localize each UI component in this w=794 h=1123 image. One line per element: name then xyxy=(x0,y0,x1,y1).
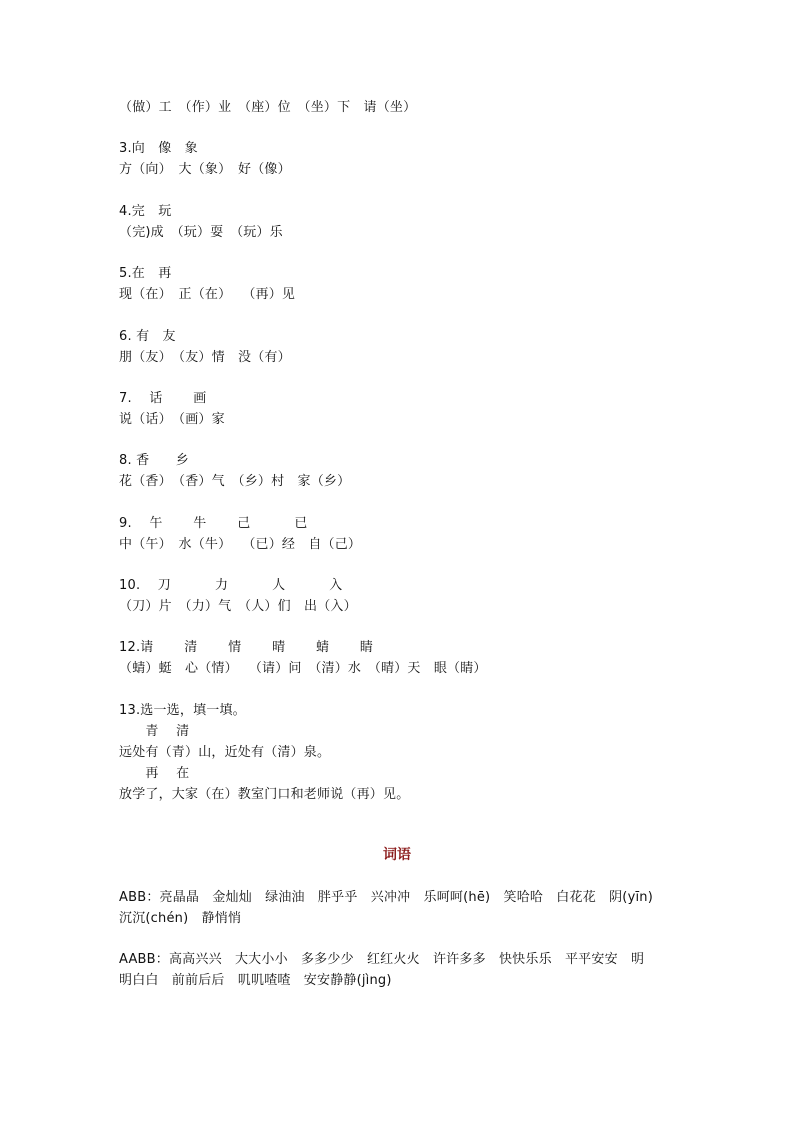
item-10-answers: （刀）片 （力）气 （人）们 出（入） xyxy=(119,599,357,614)
item-4-heading: 4.完 玩 xyxy=(119,204,172,219)
vocab-abb-line-1: ABB：亮晶晶 金灿灿 绿油油 胖乎乎 兴冲冲 乐呵呵(hē) 笑哈哈 白花花 阴(yīn) xyxy=(119,890,653,905)
text-line-zuo: （做）工 （作）业 （座）位 （坐）下 请（坐） xyxy=(119,100,417,115)
item-6-heading: 6. 有 友 xyxy=(119,329,176,344)
item-5-answers: 现（在） 正（在） （再）见 xyxy=(119,287,296,302)
item-13-options-2: 再 在 xyxy=(119,766,190,781)
item-7-heading: 7. 话 画 xyxy=(119,391,207,406)
item-4-answers: （完)成 （玩）耍 （玩）乐 xyxy=(119,225,283,240)
item-13-sentence-2: 放学了，大家（在）教室门口和老师说（再）见。 xyxy=(119,787,410,802)
item-9-heading: 9. 午 牛 己 已 xyxy=(119,516,308,531)
item-13-heading: 13.选一选，填一填。 xyxy=(119,703,246,718)
item-8-answers: 花（香） （香）气 （乡）村 家（乡） xyxy=(119,474,351,489)
vocab-abb-line-2: 沉沉(chén) 静悄悄 xyxy=(119,911,242,926)
item-7-answers: 说（话） （画）家 xyxy=(119,412,225,427)
item-12-heading: 12.请 清 情 晴 蜻 睛 xyxy=(119,640,374,655)
item-10-heading: 10. 刀 力 人 入 xyxy=(119,578,343,593)
item-5-heading: 5.在 再 xyxy=(119,266,172,281)
item-9-answers: 中（午） 水（牛） （已）经 自（己） xyxy=(119,537,362,552)
item-3-answers: 方（向） 大（象） 好（像） xyxy=(119,162,291,177)
item-13-sentence-1: 远处有（青）山，近处有（清）泉。 xyxy=(119,745,331,760)
item-3-heading: 3.向 像 象 xyxy=(119,141,198,156)
vocab-aabb-line-2: 明白白 前前后后 叽叽喳喳 安安静静(jìng) xyxy=(119,973,392,988)
section-title-ciyu: 词语 xyxy=(383,847,411,863)
vocab-aabb-line-1: AABB：高高兴兴 大大小小 多多少少 红红火火 许许多多 快快乐乐 平平安安 明 xyxy=(119,952,645,967)
item-12-answers: （蜻）蜓 心（情） （请）问 （清）水 （晴）天 眼（睛） xyxy=(119,661,487,676)
item-8-heading: 8. 香 乡 xyxy=(119,453,189,468)
item-6-answers: 朋（友） （友）情 没（有） xyxy=(119,350,291,365)
item-13-options-1: 青 清 xyxy=(119,724,190,739)
